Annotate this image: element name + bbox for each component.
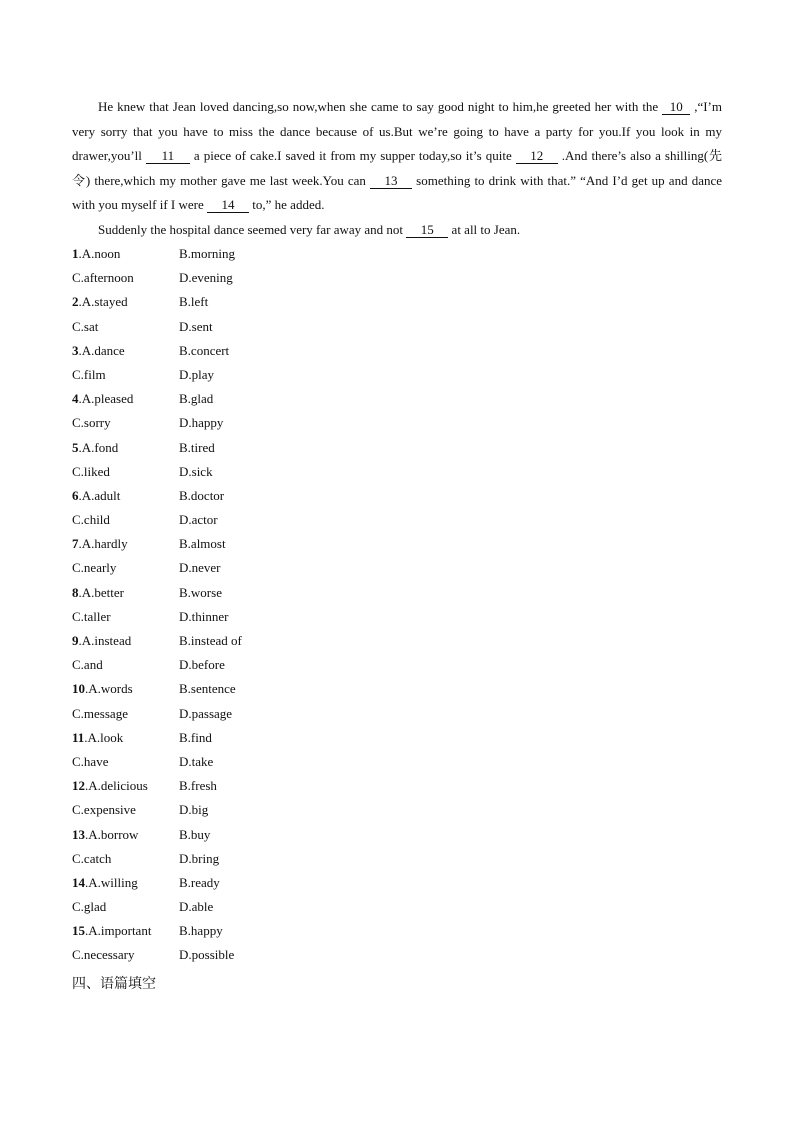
section-heading: 四、语篇填空 [72,975,156,992]
blank-13: 13 [370,173,412,189]
passage-text: Suddenly the hospital dance seemed very far away and not [98,221,407,237]
option-b: B.sentence [179,681,236,697]
option-a-text: .A.instead [78,633,132,648]
question-row [72,315,722,339]
question-row [72,605,722,629]
option-d: D.bring [179,850,220,866]
question-row [72,653,722,677]
option-a [72,339,179,363]
option-c: C.expensive [72,802,136,818]
question-row [72,484,722,508]
option-b: B.concert [179,342,230,358]
question-row [72,919,722,943]
option-c: C.necessary [72,947,135,963]
option-b: B.tired [179,439,215,455]
option-a-text: .A.adult [78,487,121,503]
option-a-text: .A.borrow [85,826,139,842]
question-row [72,363,722,387]
option-a-text: .A.willing [85,874,138,890]
question-row [72,943,722,967]
option-c: C.message [72,705,128,721]
option-a [72,532,179,556]
option-c: C.catch [72,850,112,866]
option-b: B.glad [179,391,214,407]
option-a-text: .A.better [78,584,124,600]
question-number: 13 [72,826,85,842]
option-b: B.morning [179,246,235,261]
option-d: D.evening [179,270,233,286]
question-number: 3 [72,342,79,358]
option-b: B.instead of [179,633,242,648]
blank-10: 10 [662,99,690,115]
document-page [72,95,722,994]
option-c: C.sat [72,318,99,334]
option-a-text: .A.stayed [78,294,128,310]
option-a [72,919,179,943]
option-c: C.have [72,753,109,769]
option-d: D.actor [179,512,218,528]
question-row [72,460,722,484]
question-row [72,532,722,556]
question-row [72,847,722,871]
passage-text: at all to Jean. [448,221,521,237]
option-a [72,387,179,411]
question-row [72,266,722,290]
passage-paragraph-1 [72,95,722,218]
question-number: 4 [72,391,79,407]
option-a [72,629,179,653]
question-row [72,581,722,605]
option-a-text: .A.fond [78,439,119,455]
question-row [72,508,722,532]
option-a [72,242,179,266]
question-row [72,290,722,314]
passage-text: to,” he added. [249,197,325,212]
question-row [72,411,722,435]
option-a-text: .A.hardly [78,536,128,552]
option-a-text: .A.look [84,729,124,745]
question-row [72,629,722,653]
option-b: B.almost [179,536,226,552]
blank-14: 14 [207,197,249,213]
question-number: 8 [72,584,79,600]
blank-15: 15 [406,222,448,238]
option-c: C.sorry [72,415,111,431]
option-d: D.never [179,560,221,576]
option-c: C.child [72,512,110,528]
option-a-text: .A.delicious [85,778,148,794]
blank-12: 12 [516,148,558,164]
question-row [72,823,722,847]
question-row [72,556,722,580]
option-a-text: .A.noon [78,246,121,261]
option-a [72,677,179,701]
question-number: 11 [72,729,85,745]
passage-text: ,“I’m very sorry that you have to miss the dance because of us.But we’re going to have a party for you.If you look in my drawer,you’ll [72,99,722,163]
passage-text: a piece of cake.I saved it from my supper today,so it’s quite [189,148,516,163]
passage-paragraph-2 [72,218,722,243]
question-number: 1 [72,246,79,261]
option-b: B.worse [179,584,222,600]
question-row [72,702,722,726]
option-a [72,871,179,895]
option-a [72,581,179,605]
passage-text: .And there’s also a shilling(先令) there,which my mother gave me last week.You can [72,148,722,188]
option-d: D.thinner [179,608,229,624]
option-c: C.nearly [72,560,117,576]
question-number: 7 [72,536,79,552]
option-c: C.liked [72,463,110,479]
option-d: D.sent [179,318,213,334]
option-c: C.glad [72,899,107,915]
options-list [72,242,722,968]
option-d: D.sick [179,463,213,479]
question-row [72,798,722,822]
question-number: 2 [72,294,79,310]
question-number: 9 [72,633,79,648]
option-d: D.possible [179,947,235,963]
question-number: 5 [72,439,79,455]
question-number: 14 [72,874,85,890]
blank-11: 11 [146,148,190,164]
passage-text: something to drink with that.” “And I’d get up and dance with you myself if I were [72,172,723,212]
option-a [72,484,179,508]
option-a [72,774,179,798]
option-a-text: .A.important [85,923,152,939]
option-a-text: .A.dance [78,342,125,358]
option-c: C.taller [72,608,111,624]
option-c: C.film [72,366,106,382]
option-a [72,823,179,847]
option-b: B.find [179,729,212,745]
option-a [72,436,179,460]
passage-text: He knew that Jean loved dancing,so now,when she came to say good night to him,he greeted her with the [98,99,663,114]
option-d: D.happy [179,415,224,431]
option-d: D.before [179,657,225,673]
option-a [72,290,179,314]
question-number: 6 [72,487,79,503]
option-a-text: .A.words [85,681,133,697]
question-number: 15 [72,923,85,939]
option-b: B.ready [179,874,220,890]
question-row [72,895,722,919]
question-row [72,677,722,701]
question-row [72,242,722,266]
question-row [72,774,722,798]
option-b: B.buy [179,826,211,842]
option-a-text: .A.pleased [78,391,134,407]
question-number: 12 [72,778,85,794]
question-row [72,750,722,774]
option-b: B.left [179,294,209,310]
option-b: B.doctor [179,487,225,503]
question-row [72,871,722,895]
option-c: C.and [72,657,103,673]
question-row [72,726,722,750]
option-c: C.afternoon [72,270,134,286]
question-number: 10 [72,681,85,697]
option-b: B.happy [179,923,223,939]
option-d: D.big [179,802,209,818]
option-d: D.able [179,899,214,915]
question-row [72,339,722,363]
option-b: B.fresh [179,778,217,794]
question-row [72,387,722,411]
option-d: D.passage [179,705,233,721]
option-d: D.play [179,366,215,382]
question-row [72,436,722,460]
option-a [72,726,179,750]
option-d: D.take [179,753,214,769]
